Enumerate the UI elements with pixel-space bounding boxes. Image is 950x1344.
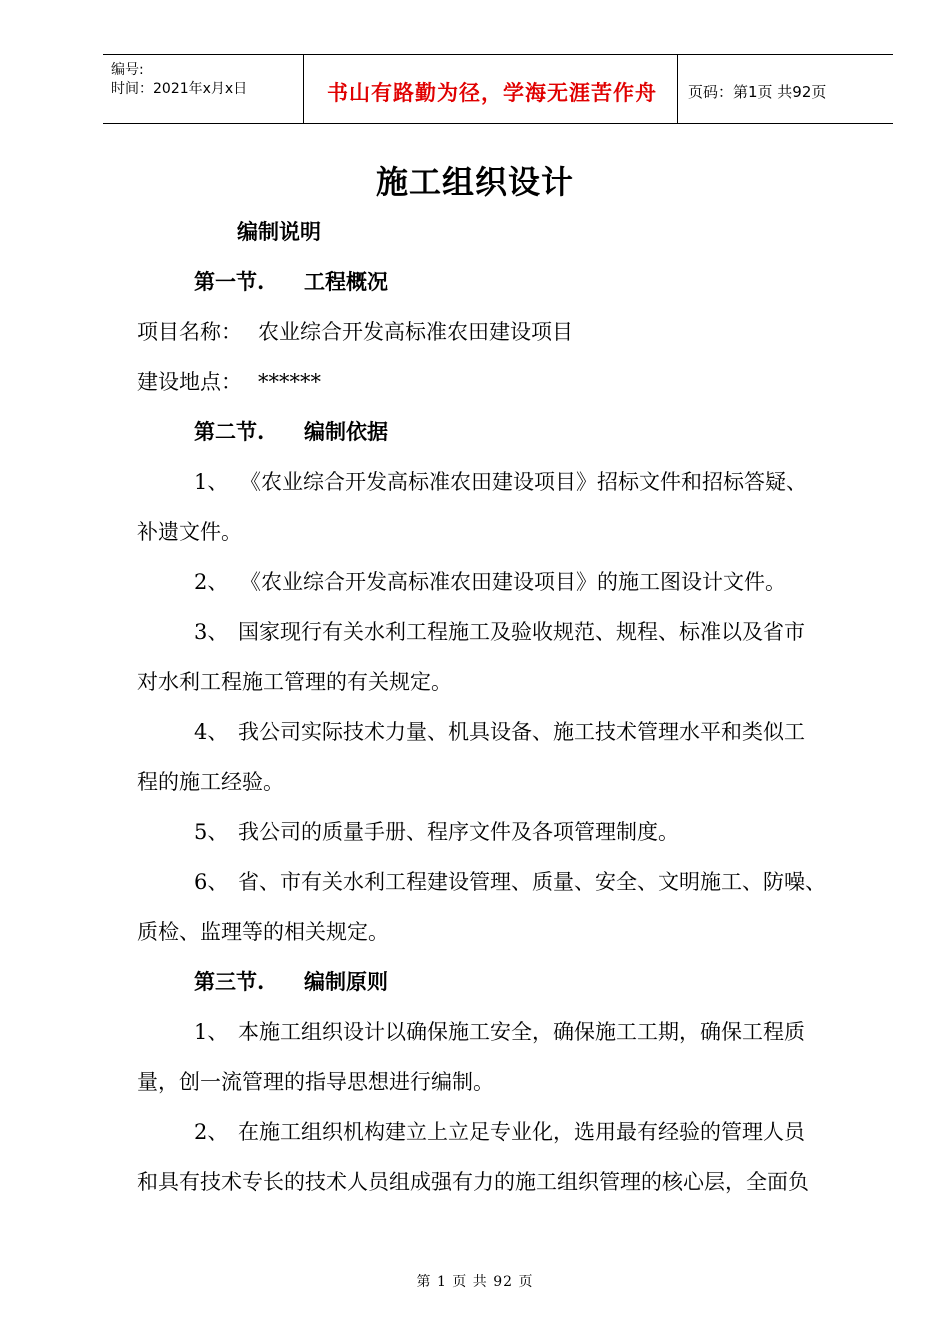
item-number: 2、 bbox=[194, 1120, 229, 1144]
item-number: 1、 bbox=[194, 470, 229, 494]
item-number: 4、 bbox=[194, 720, 229, 744]
project-site-row bbox=[137, 366, 321, 396]
item-continuation: 对水利工程施工管理的有关规定。 bbox=[137, 670, 452, 694]
header-motto: 书山有路勤为径，学海无涯苦作舟 bbox=[327, 80, 657, 105]
item-text: 省、市有关水利工程建设管理、质量、安全、文明施工、防噪、 bbox=[238, 870, 826, 894]
item-number: 1、 bbox=[194, 1020, 229, 1044]
section-heading bbox=[194, 266, 388, 296]
header-meta bbox=[111, 61, 247, 99]
item-continuation: 和具有技术专长的技术人员组成强有力的施工组织管理的核心层，全面负 bbox=[137, 1170, 809, 1194]
list-item bbox=[194, 1116, 805, 1146]
section-number: 第三节. bbox=[194, 969, 265, 994]
header-page-info: 页码：第1页 共92页 bbox=[688, 83, 827, 101]
item-text: 《农业综合开发高标准农田建设项目》的施工图设计文件。 bbox=[240, 570, 786, 594]
list-item bbox=[194, 466, 807, 496]
project-name-label: 项目名称： bbox=[137, 320, 242, 344]
list-item bbox=[194, 866, 826, 896]
page-footer: 第 1 页 共 92 页 bbox=[416, 1274, 534, 1290]
list-item bbox=[194, 616, 805, 646]
project-site-value: ****** bbox=[258, 370, 321, 394]
list-item bbox=[194, 816, 679, 846]
doc-time-label: 时间：2021年x月x日 bbox=[111, 81, 248, 97]
item-continuation: 量，创一流管理的指导思想进行编制。 bbox=[137, 1070, 494, 1094]
item-number: 6、 bbox=[194, 870, 229, 894]
item-text: 《农业综合开发高标准农田建设项目》招标文件和招标答疑、 bbox=[240, 470, 807, 494]
item-number: 2、 bbox=[194, 570, 229, 594]
item-text: 本施工组织设计以确保施工安全，确保施工工期，确保工程质 bbox=[238, 1020, 805, 1044]
section-number: 第二节. bbox=[194, 419, 265, 444]
item-continuation: 程的施工经验。 bbox=[137, 770, 284, 794]
list-item bbox=[194, 566, 786, 596]
section-title: 编制依据 bbox=[304, 419, 388, 444]
item-text: 国家现行有关水利工程施工及验收规范、规程、标准以及省市 bbox=[238, 620, 805, 644]
project-site-label: 建设地点： bbox=[137, 370, 242, 394]
section-heading bbox=[194, 966, 388, 996]
item-text: 我公司的质量手册、程序文件及各项管理制度。 bbox=[238, 820, 679, 844]
item-text: 我公司实际技术力量、机具设备、施工技术管理水平和类似工 bbox=[238, 720, 805, 744]
project-name-value: 农业综合开发高标准农田建设项目 bbox=[258, 320, 573, 344]
document-title: 施工组织设计 bbox=[375, 163, 574, 201]
header-divider bbox=[303, 55, 304, 123]
project-name-row bbox=[137, 316, 573, 346]
section-number: 第一节. bbox=[194, 269, 265, 294]
item-text: 在施工组织机构建立上立足专业化，选用最有经验的管理人员 bbox=[238, 1120, 805, 1144]
section-title: 工程概况 bbox=[304, 269, 388, 294]
section-title: 编制原则 bbox=[304, 969, 388, 994]
item-continuation: 补遗文件。 bbox=[137, 520, 242, 544]
header-divider bbox=[677, 55, 678, 123]
item-number: 3、 bbox=[194, 620, 229, 644]
doc-number-label: 编号: bbox=[111, 62, 144, 78]
list-item bbox=[194, 1016, 805, 1046]
list-item bbox=[194, 716, 805, 746]
preface-heading: 编制说明 bbox=[237, 219, 321, 244]
item-continuation: 质检、监理等的相关规定。 bbox=[137, 920, 389, 944]
item-number: 5、 bbox=[194, 820, 229, 844]
page-header bbox=[103, 54, 893, 124]
section-heading bbox=[194, 416, 388, 446]
